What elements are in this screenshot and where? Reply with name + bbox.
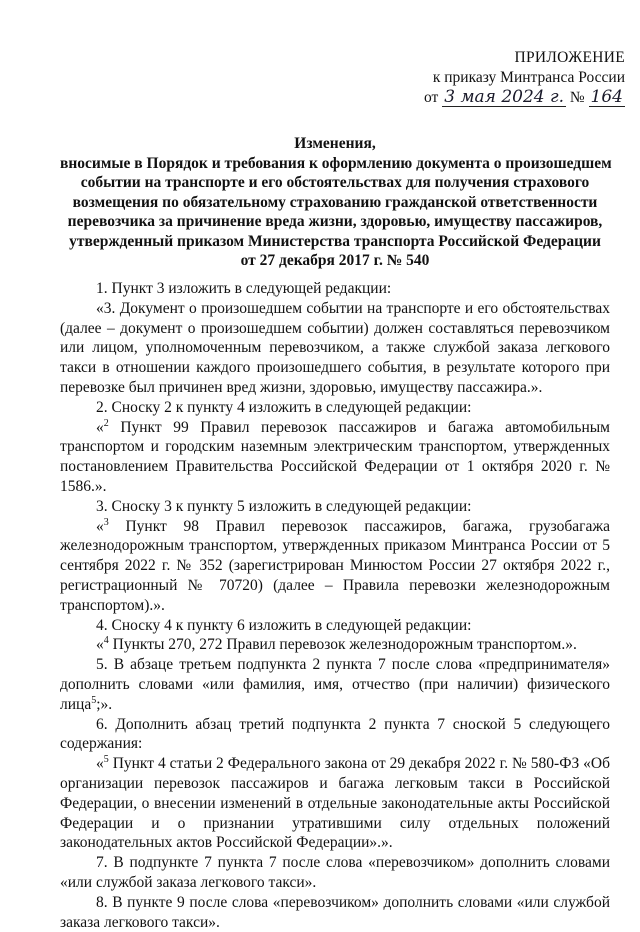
footnote-text: Пункт 99 Правил перевозок пассажиров и багажа автомобильным транспортом и городским наземным электрическим транспортом, утвержденных постановлением Правительства Российской Федерации от 1 октября 2020 г. № 1586.». bbox=[60, 418, 610, 495]
quote-open: « bbox=[96, 517, 104, 535]
appendix-order-ref: к приказу Минтранса России bbox=[432, 69, 625, 86]
item-text-end: ;». bbox=[96, 695, 113, 713]
footnote-mark: 4 bbox=[103, 635, 109, 647]
footnote-mark: 5 bbox=[103, 753, 109, 765]
footnote-text: Пункт 98 Правил перевозок пассажиров, багажа, грузобагажа железнодорожным транспортом, утвержденных приказом Минтранса России от 5 сентября 2022 г. № 352 (зарегистрирован Минюстом России 27 октября 2022 г., регистрационный № 70720) (далее – Правила перевозки железнодорожным транспортом).». bbox=[60, 517, 610, 614]
paragraph-footnote-4 bbox=[60, 635, 610, 655]
footnote-text: Пункт 4 статьи 2 Федерального закона от 29 декабря 2022 г. № 580-ФЗ «Об организации перевозок пассажиров и багажа легковым такси в Российской Федерации, о внесении изменений в отдельные законодательные акты Российской Федерации и о признании утратившими силу отдельных положений законодательных актов Российской Федерации».». bbox=[60, 755, 610, 852]
appendix-header bbox=[410, 48, 625, 108]
heading-line: событии на транспорте и его обстоятельствах для получения страхового bbox=[80, 174, 590, 191]
footnote-text: Пункты 270, 272 Правил перевозок железнодорожным транспортом.». bbox=[108, 636, 577, 654]
document-body bbox=[60, 279, 610, 932]
footnote-mark: 2 bbox=[103, 417, 109, 429]
heading-line: Изменения, bbox=[294, 135, 376, 152]
quote-open: « bbox=[96, 636, 104, 654]
paragraph-item-5 bbox=[60, 655, 610, 714]
heading-line: от 27 декабря 2017 г. № 540 bbox=[240, 252, 430, 269]
number-label: № bbox=[569, 89, 585, 106]
paragraph-quote-3: «3. Документ о произошедшем событии на транспорте и его обстоятельствах (далее – документ о произошедшем событии) должен составляться перевозчиком или лицом, уполномоченным перевозчиком, а также службой заказа легкового такси в отношении каждого произошедшего события, в результате которого при перевозке был причинен вред жизни, здоровью, имуществу пассажира.». bbox=[60, 299, 610, 396]
footnote-mark: 3 bbox=[103, 516, 109, 528]
handwritten-date: 3 мая 2024 г. bbox=[444, 87, 564, 107]
handwritten-order-number: 164 bbox=[590, 87, 623, 107]
footnote-mark: 5 bbox=[91, 694, 97, 706]
quote-open: « bbox=[96, 755, 104, 773]
appendix-order-date-line bbox=[410, 88, 625, 108]
paragraph-item-4: 4. Сноску 4 к пункту 6 изложить в следующей редакции: bbox=[96, 616, 472, 634]
paragraph-footnote-3 bbox=[60, 517, 610, 616]
heading-line: перевозчика за причинение вреда жизни, здоровью, имуществу пассажиров, bbox=[67, 213, 603, 230]
paragraph-item-6: 6. Дополнить абзац третий подпункта 2 пункта 7 сноской 5 следующего содержания: bbox=[60, 715, 610, 753]
paragraph-item-8: 8. В пункте 9 после слова «перевозчиком» дополнить словами «или службой заказа легкового такси». bbox=[60, 893, 610, 931]
paragraph-item-2: 2. Сноску 2 к пункту 4 изложить в следующей редакции: bbox=[96, 398, 472, 416]
paragraph-item-1: 1. Пункт 3 изложить в следующей редакции: bbox=[96, 280, 392, 297]
heading-line: возмещения по обязательному страхованию гражданской ответственности bbox=[72, 193, 598, 211]
paragraph-item-3: 3. Сноску 3 к пункту 5 изложить в следующей редакции: bbox=[96, 497, 472, 515]
document-heading bbox=[60, 134, 610, 271]
heading-line: утвержденный приказом Министерства транспорта Российской Федерации bbox=[69, 232, 601, 250]
heading-line: вносимые в Порядок и требования к оформлению документа о произошедшем bbox=[60, 154, 612, 172]
quote-open: « bbox=[96, 418, 104, 436]
from-label: от bbox=[424, 89, 439, 106]
paragraph-item-7: 7. В подпункте 7 пункта 7 после слова «перевозчиком» дополнить словами «или службой заказа легкового такси». bbox=[60, 854, 610, 891]
item-text: 5. В абзаце третьем подпункта 2 пункта 7 после слова «предпринимателя» дополнить словами «или фамилия, имя, отчество (при наличии) физического лица bbox=[60, 656, 610, 713]
appendix-title: ПРИЛОЖЕНИЕ bbox=[514, 49, 625, 66]
paragraph-footnote-5 bbox=[60, 754, 610, 853]
paragraph-footnote-2 bbox=[60, 418, 610, 497]
